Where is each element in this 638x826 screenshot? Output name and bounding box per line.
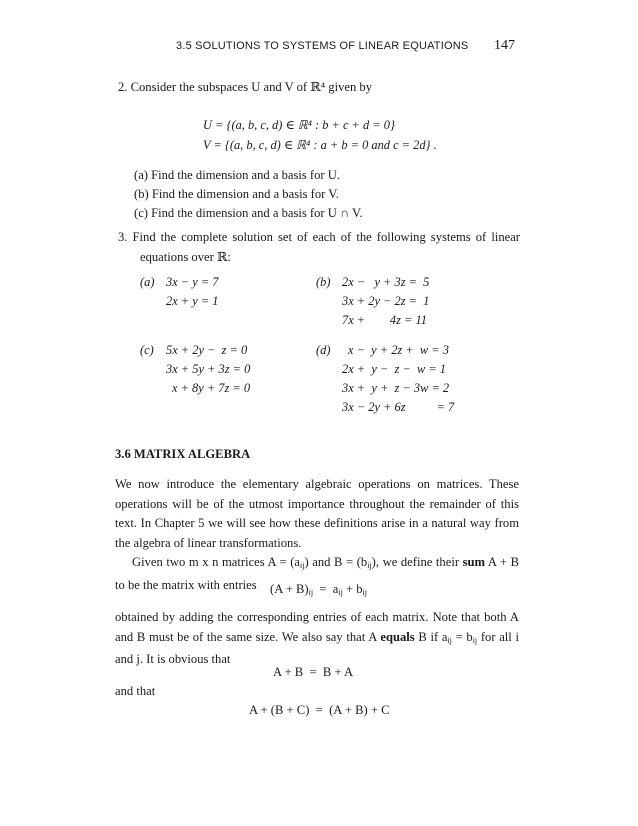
system-d-eq4: 3x − 2y + 6z = 7	[342, 400, 455, 414]
page-number: 147	[494, 38, 515, 53]
para2-text-b: ) and B = (b	[304, 555, 368, 569]
section-body	[115, 475, 519, 595]
equals-term: equals	[380, 629, 415, 644]
subscript-ij: ij	[308, 588, 314, 597]
sum-eq-rhs: + b	[342, 582, 363, 596]
system-d-eq3: 3x + y + z − 3w = 2	[342, 381, 450, 395]
system-d-label: (d)	[316, 343, 331, 357]
system-c-eq1: 5x + 2y − z = 0	[166, 343, 248, 357]
system-b-label: (b)	[316, 275, 331, 289]
subscript-ij: ij	[472, 635, 478, 645]
problem-2-intro: 2. Consider the subspaces U and V of ℝ⁴ given by	[118, 80, 372, 94]
problem-2-part-a: (a) Find the dimension and a basis for U.	[134, 168, 341, 182]
section-heading: 3.6 MATRIX ALGEBRA	[115, 447, 251, 461]
system-d-eq1: x − y + 2z + w = 3	[348, 343, 449, 357]
system-c-eq2: 3x + 5y + 3z = 0	[166, 362, 251, 376]
subscript-ij: ij	[338, 588, 343, 597]
para2-text-a: Given two m x n matrices A = (a	[132, 555, 301, 569]
problem-2-part-c: (c) Find the dimension and a basis for U ∩ V.	[134, 206, 363, 220]
and-that-text: and that	[115, 684, 156, 698]
para2-text-c: ), we define their	[371, 555, 463, 569]
para2-text-d: A + B to be the matrix with entries	[115, 555, 519, 592]
system-c-eq3: x + 8y + 7z = 0	[172, 381, 251, 395]
subspace-u-definition: U = {(a, b, c, d) ∈ ℝ⁴ : b + c + d = 0}	[203, 118, 395, 132]
system-a-eq2: 2x + y = 1	[166, 294, 219, 308]
system-a-label: (a)	[140, 275, 155, 289]
problem-3-intro-line2: equations over ℝ:	[140, 250, 231, 264]
system-b-eq1: 2x − y + 3z = 5	[342, 275, 430, 289]
subscript-ij: ij	[367, 561, 372, 570]
problem-3-intro-line1: 3. Find the complete solution set of each of the following systems of linear	[118, 230, 520, 244]
system-b-eq2: 3x + 2y − 2z = 1	[342, 294, 430, 308]
commutative-equation: A + B = B + A	[273, 665, 354, 679]
subscript-ij: ij	[362, 588, 367, 597]
para3-text-b: B if a	[414, 629, 448, 644]
sum-term: sum	[462, 555, 486, 569]
system-a-eq1: 3x − y = 7	[166, 275, 219, 289]
paragraph-1: We now introduce the elementary algebraic operations on matrices. These operations will be of the utmost importance throughout the remainder of this text. In Chapter 5 we will see how these definitions arise in a natural way from the algebra of linear transformations.	[115, 477, 519, 550]
system-c-label: (c)	[140, 343, 154, 357]
associative-equation: A + (B + C) = (A + B) + C	[249, 703, 390, 717]
subscript-ij: ij	[447, 635, 452, 645]
problem-2-part-b: (b) Find the dimension and a basis for V.	[134, 187, 339, 201]
running-header: 3.5 SOLUTIONS TO SYSTEMS OF LINEAR EQUATIONS	[176, 40, 469, 52]
para3-text-d: for all i and j. It is obvious that	[115, 629, 519, 666]
sum-eq-lhs: (A + B)	[270, 582, 309, 596]
sum-eq-mid: = a	[313, 582, 339, 596]
subscript-ij: ij	[300, 561, 305, 570]
para3-text-a: obtained by adding the corresponding entries of each matrix. Note that both A and B must be of the same size. We also say that A	[115, 610, 519, 644]
system-b-eq3: 7x + 4z = 11	[342, 313, 427, 327]
subspace-v-definition: V = {(a, b, c, d) ∈ ℝ⁴ : a + b = 0 and c = 2d} .	[203, 138, 437, 152]
sum-equation	[270, 582, 367, 597]
paragraph-3	[115, 608, 519, 670]
system-d-eq2: 2x + y − z − w = 1	[342, 362, 446, 376]
para3-text-c: = b	[451, 629, 473, 644]
